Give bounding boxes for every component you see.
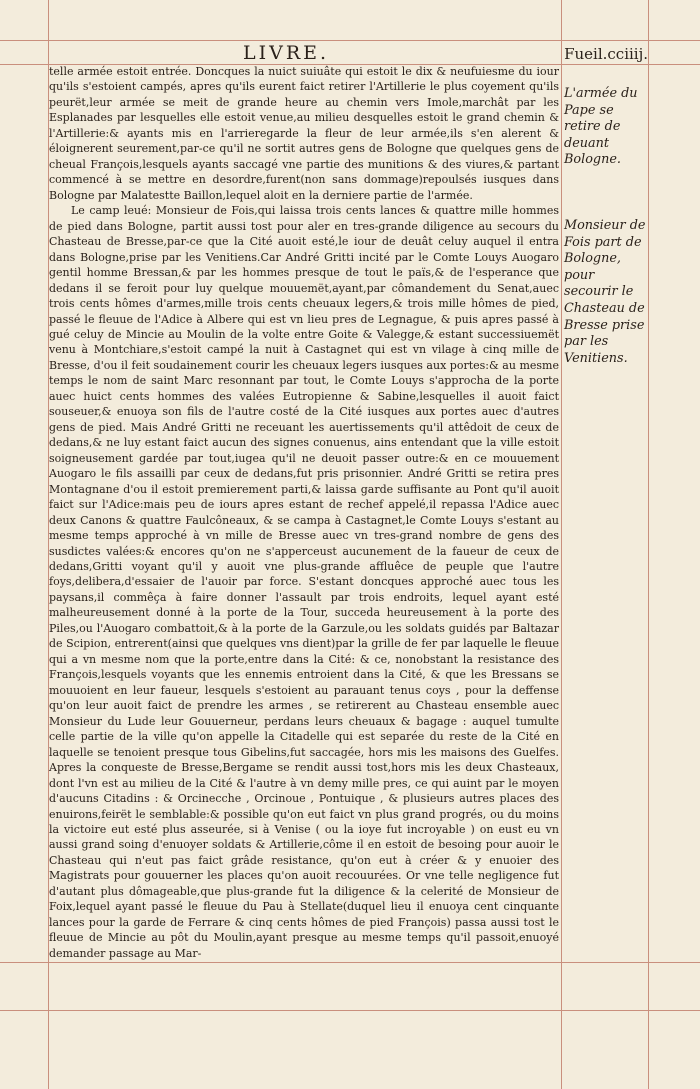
main-text-column <box>49 64 559 964</box>
margin-note: Monsieur de Fois part de Bologne, pour secourir le Chasteau de Bresse prise par les Venitiens. <box>564 218 646 366</box>
right-margin-rule <box>648 0 649 1089</box>
book-title: LIVRE. <box>243 42 330 64</box>
paragraph: Le camp leué: Monsieur de Fois,qui laissa trois cents lances & quattre mille hommes de pied dans Bologne, partit aussi tost pour aler en tres-grande diligence au secours du Chasteau de Bresse,par-ce que la Cité auoit esté,le iour de deuât celuy auquel il entra dans Bologne,prise par les Venitiens.Car André Gritti incité par le Comte Louys Auogaro gentil homme Bressan,& par les hommes presque de tout le païs,& de l'esperance que dedans il se feroit pour luy quelque mouuemët,ayant,par cômandement du Senat,auec trois cents hômes d'armes,mille trois cents cheuaux legers,& trois mille hômes de pied, passé le fleuue de l'Adice à Albere qui est vn lieu pres de Legnague, & puis apres passé à gué celuy de Mincie au Moulin de la volte entre Goite & Valegge,& estant successiuemët venu à Montchiare,s'estoit campé la nuit à Castagnet qui est vn vilage à cinq mille de Bresse, d'ou il feit soudainement courir les cheuaux legers iusques aux portes:& au mesme temps le nom de saint Marc resonnant par tout, le Comte Louys s'approcha de la porte auec huict cents hommes des valées Eutropienne & Sabine,lesquelles il auoit faict souseuer,& enuoya son fils de l'autre costé de la Cité iusques aux portes auec d'autres gens de pied. Mais André Gritti ne receuant les auertissements qu'il attêdoit de ceux de dedans,& ne luy estant faict aucun des signes conuenus, ains entendant que la ville estoit soigneusement gardée par tout,iugea qu'il ne deuoit passer outre:& en ce mouuement Auogaro le fils assailli par ceux de dedans,fut pris prisonnier. André Gritti se retira pres Montagnane d'ou il estoit premierement parti,& laissa garde suffisante au Pont qu'il auoit faict sur l'Adice:mais peu de iours apres estant de rechef appelé,il repassa l'Adice auec deux Canons & quattre Faulcôneaux, & se campa à Castagnet,le Comte Louys s'estant au mesme temps approché à vn mille de Bresse auec vn tres-grand nombre de gens des susdictes valées:& encores qu'on ne s'apperceust aucunement de la faueur de ceux de dedans,Gritti voyant qu'il y auoit vne plus-grande affluêce de peuple que l'autre foys,delibera,d'essaier de l'auoir par force. S'estant doncques approché auec tous les paysans,il commêça à faire donner l'assault par trois endroits, lequel ayant esté malheureusement donné à la porte de la Tour, succeda heureusement à la porte des Piles,ou l'Auogaro combattoit,& à la porte de la Garzule,ou les soldats guidés par Baltazar de Scipion, entrerent(ainsi que quelques vns dient)par la grille de fer par laquelle le fleuue qui a vn mesme nom que la porte,entre dans la Cité: & ce, nonobstant la resistance des François,lesquels voyants que les ennemis entroient dans la Cité, & que les Bressans se mouuoient en leur faueur, lesquels s'estoient au parauant tenus coys , pour la deffense qu'on leur auoit faict de prendre les armes , se retirerent au Chasteau ensemble auec Monsieur du Lude leur Gouuerneur, perdans leurs cheuaux & bagage : auquel tumulte celle partie de la ville qu'on appelle la Citadelle qui est separée du reste de la Cité en laquelle se tenoient presque tous Gibelins,fut saccagée, hors mis les maisons des Guelfes. Apres la conqueste de Bresse,Bergame se rendit aussi tost,hors mis les deux Chasteaux, dont l'vn est au milieu de la Cité & l'autre à vn demy mille pres, ce qui auint par le moyen d'aucuns Citadins : & Orcinecche , Orcinoue , Pontuique , & plusieurs autres places des enuirons,feirët le semblable:& possible qu'on eut faict vn plus grand progrés, ou du moins la victoire eut esté plus asseurée, si à Venise ( ou la ioye fut incroyable ) on eust eu vn aussi grand soing d'enuoyer soldats & Artillerie,côme il en estoit de besoing pour auoir le Chasteau qui n'eut pas faict grâde resistance, qu'on eut à créer & y enuoier des Magistrats pour gouuerner les places qu'on auoit recouurées. Or vne telle negligence fut d'autant plus dômageable,que plus-grande fut la diligence & la celerité de Monsieur de Foix,lequel ayant passé le fleuue du Pau à Stellate(duquel lieu il enuoya cent cinquante lances pour la garde de Ferrare & cinq cents hômes de pied François) passa aussi tost le fleuue de Mincie au pôt du Moulin,ayant presque au mesme temps qu'il passoit,enuoyé demander passage au Mar- <box>49 204 559 960</box>
running-header <box>48 40 648 64</box>
paragraph: telle armée estoit entrée. Doncques la nuict suiuâte qui estoit le dix & neufuiesme du iour qu'ils s'estoient campés, apres qu'ils eurent faict retirer l'Artillerie le plus coyement qu'ils peurët,leur armée se meit de grande heure au chemin vers Imole,marchât par les Esplanades par lesquelles elle estoit venue,au milieu desquelles estoit le grand chemin & l'Artillerie:& ayants mis en l'arrieregarde la fleur de leur armée,ils s'en alerent & éloignerent seurement,par-ce qu'il ne sortit autres gens de Bologne que quelques gens de cheual François,lesquels ayants saccagé vne partie des munitions & des viures,& partant commencé à se mettre en desordre,furent(non sans dommage)repoulsés iusques dans Bologne par Malatestte Baillon,lequel aloit en la derniere partie de l'armée. <box>49 65 559 202</box>
margin-note: L'armée du Pape se retire de deuant Bologne. <box>564 86 638 168</box>
page-bottom-rule <box>0 1010 700 1011</box>
column-rule <box>561 0 562 1089</box>
folio-number: Fueil.cciiij. <box>564 45 648 63</box>
